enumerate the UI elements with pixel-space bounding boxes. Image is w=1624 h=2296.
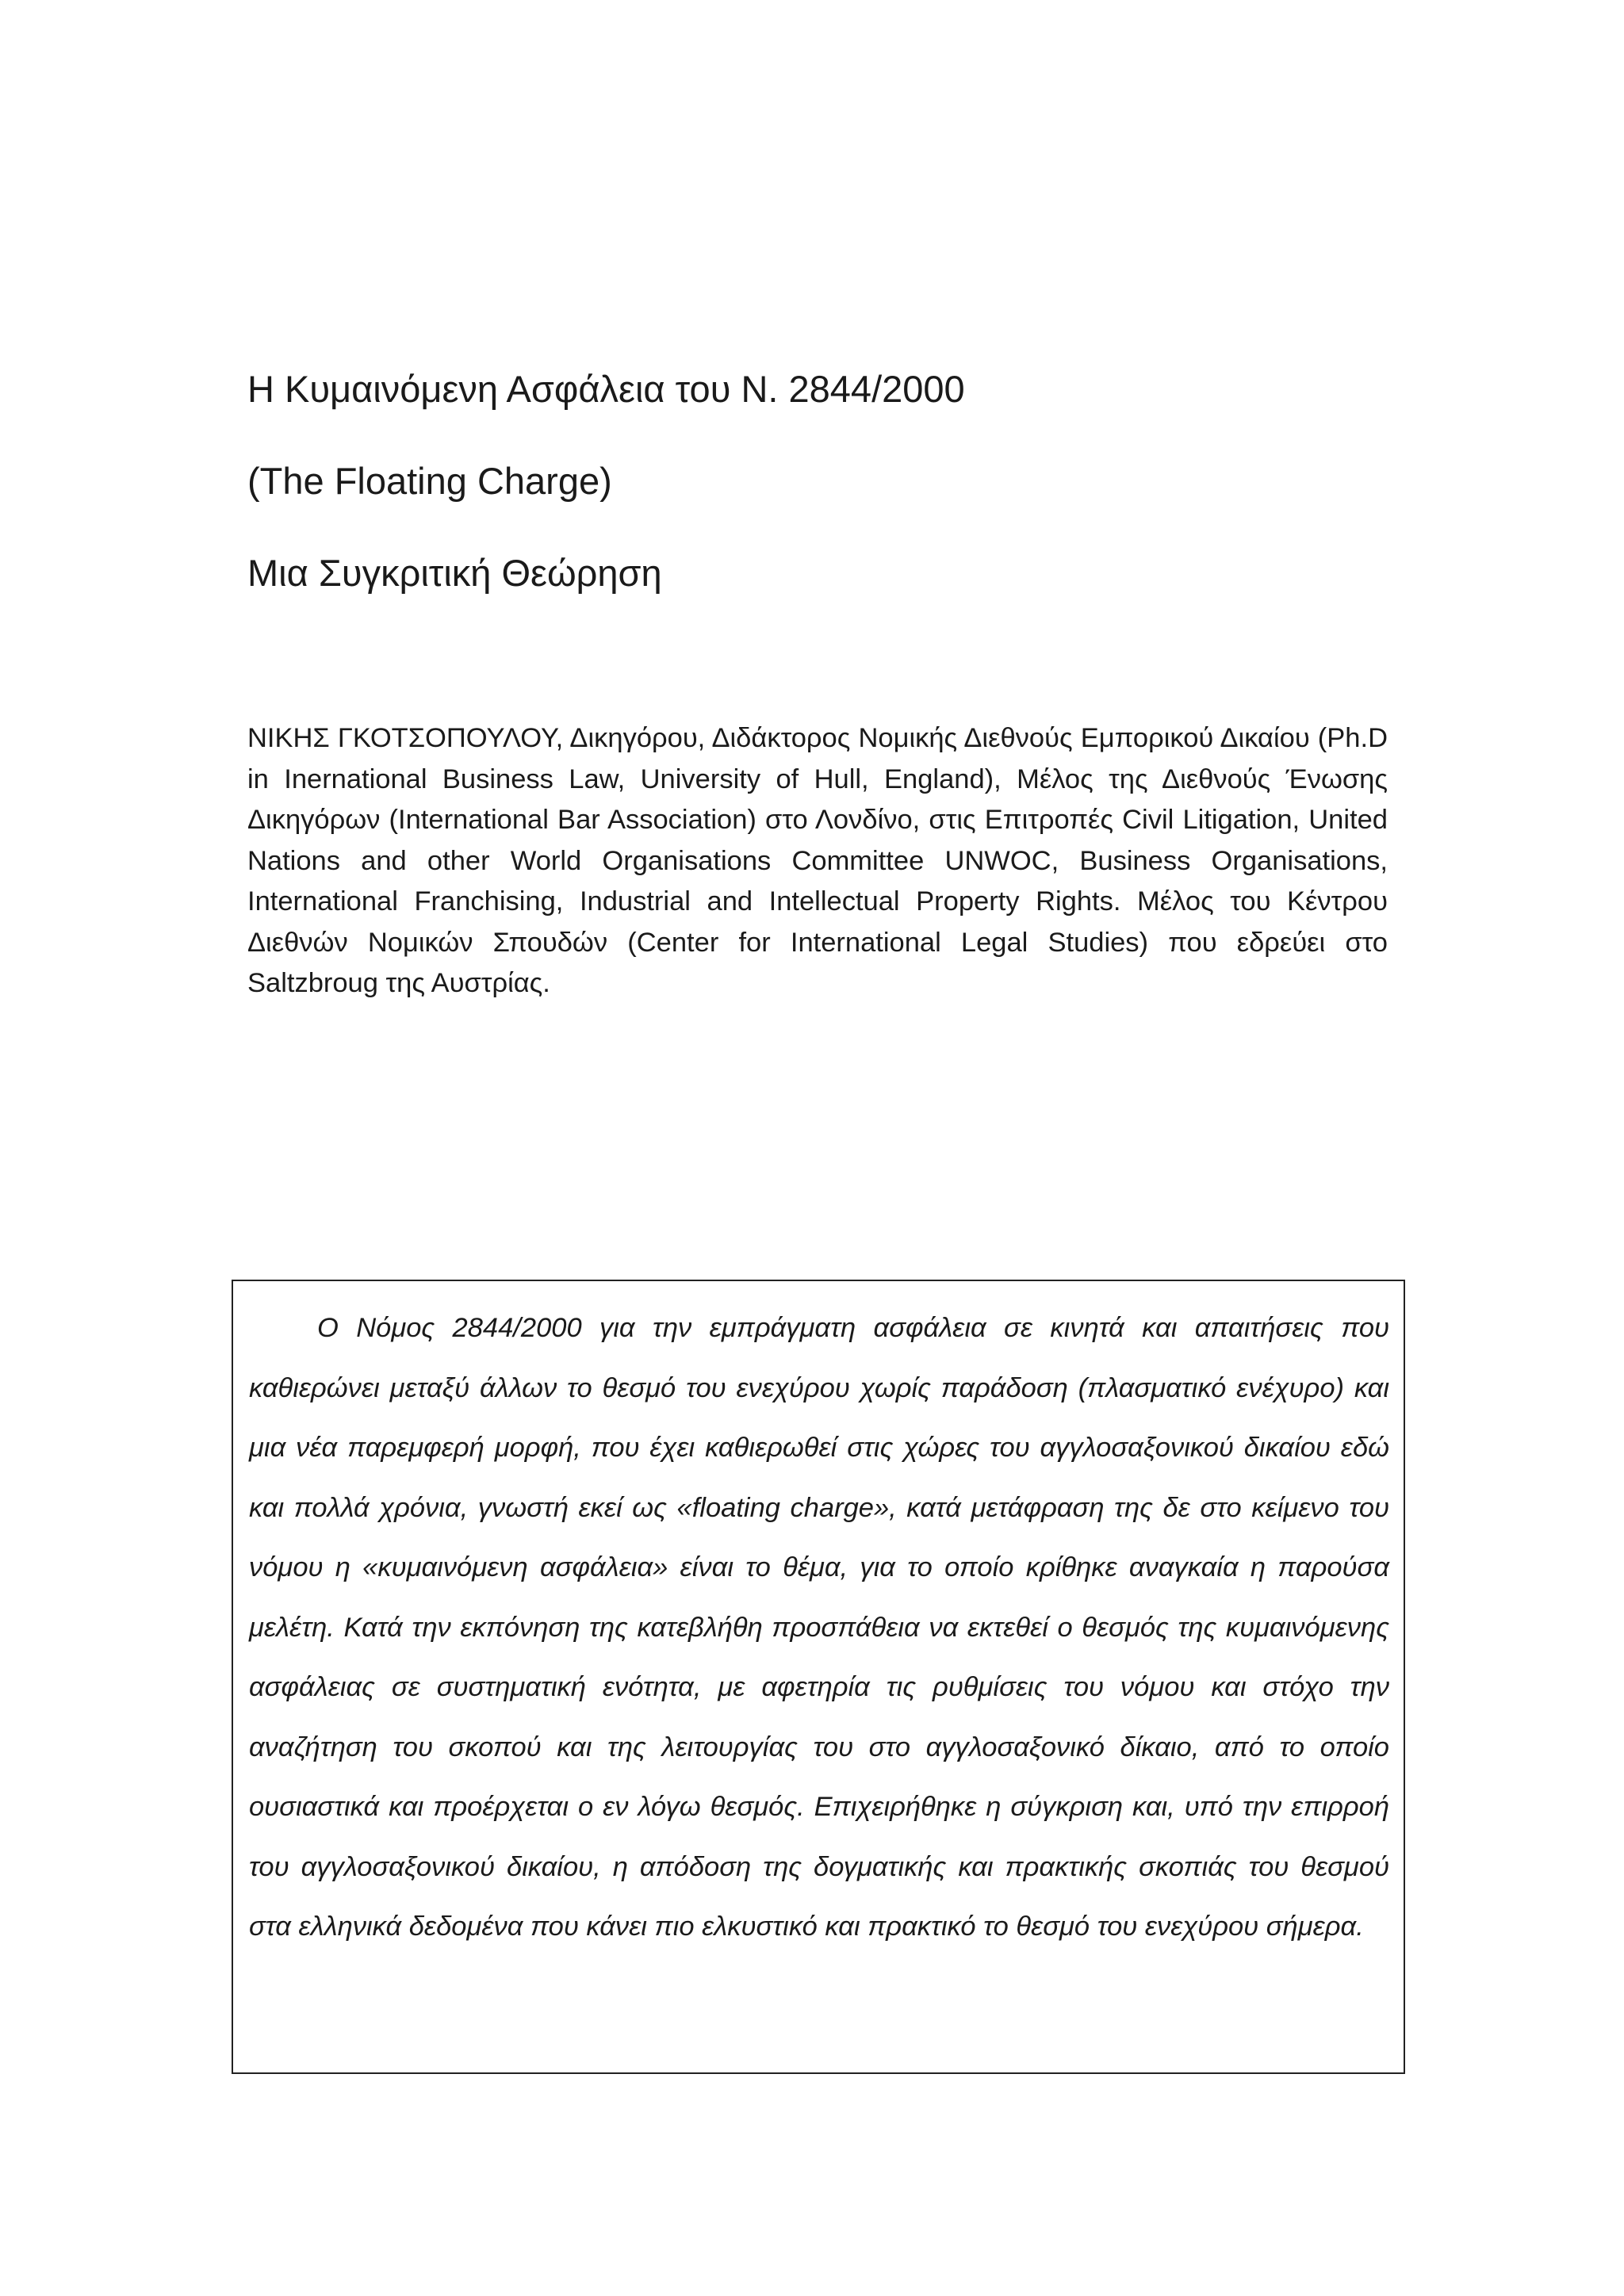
title-main: Η Κυμαινόμενη Ασφάλεια του Ν. 2844/2000 <box>247 368 965 410</box>
abstract-text: Ο Νόμος 2844/2000 για την εμπράγματη ασφάλεια σε κινητά και απαιτήσεις που καθιερώνει μεταξύ άλλων το θεσμό του ενεχύρου χωρίς παράδοση (πλασματικό ενέχυρο) και μια νέα παρεμφερή μορφή, που έχει καθιερωθεί στις χώρες του αγγλοσαξονικού δικαίου εδώ και πολλά χρόνια, γνωστή εκεί ως «floating charge», κατά μετάφραση της δε στο κείμενο του νόμου η «κυμαινόμενη ασφάλεια» είναι το θέμα, για το οποίο κρίθηκε αναγκαία η παρούσα μελέτη. Κατά την εκπόνηση της κατεβλήθη προσπάθεια να εκτεθεί ο θεσμός της κυμαινόμενης ασφάλειας σε συστηματική ενότητα, με αφετηρία τις ρυθμίσεις του νόμου και στόχο την αναζήτηση του σκοπού και της λειτουργίας του στο αγγλοσαξονικό δίκαιο, από το οποίο ουσιαστικά και προέρχεται ο εν λόγω θεσμός. Επιχειρήθηκε η σύγκριση και, υπό την επιρροή του αγγλοσαξονικού δικαίου, η απόδοση της δογματικής και πρακτικής σκοπιάς του θεσμού στα ελληνικά δεδομένα που κάνει πιο ελκυστικό και πρακτικό το θεσμό του ενεχύρου σήμερα. <box>249 1313 1389 1942</box>
title-block <box>247 366 1397 642</box>
author-bio: ΝΙΚΗΣ ΓΚΟΤΣΟΠΟΥΛΟΥ, Δικηγόρου, Διδάκτορος Νομικής Διεθνούς Εμπορικού Δικαίου (Ph.D in Inernational Business Law, University of Hull, England), Μέλος της Διεθνούς Ένωσης Δικηγόρων (International Bar Association) στο Λονδίνο, στις Επιτροπές Civil Litigation, United Nations and other World Organisations Committee UNWOC, Business Organisations, International Franchising, Industrial and Intellectual Property Rights. Μέλος του Κέντρου Διεθνών Νομικών Σπουδών (Center for International Legal Studies) που εδρεύει στο Saltzbroug της Αυστρίας. <box>247 723 1388 998</box>
title-english: (The Floating Charge) <box>247 460 612 502</box>
title-subtitle: Μια Συγκριτική Θεώρηση <box>247 552 662 594</box>
abstract-box <box>232 1280 1405 2074</box>
